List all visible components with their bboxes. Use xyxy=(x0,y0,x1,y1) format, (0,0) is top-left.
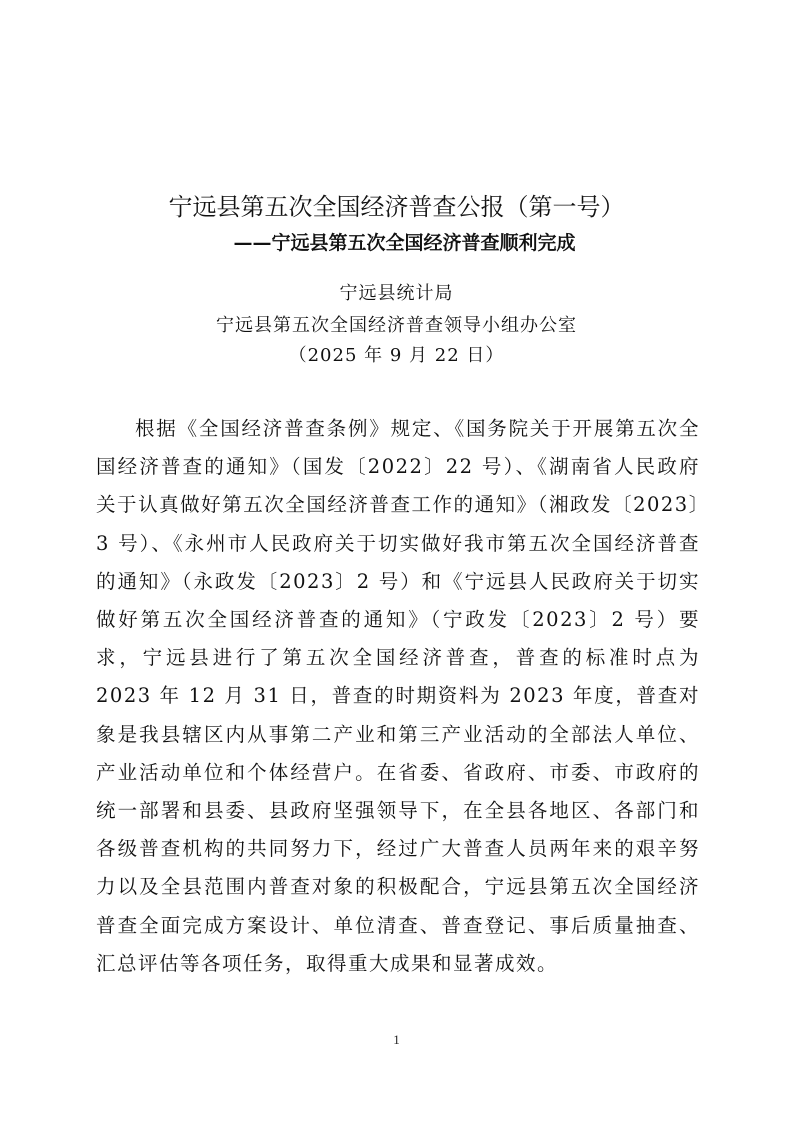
body-paragraph: 根据《全国经济普查条例》规定、《国务院关于开展第五次全国经济普查的通知》（国发〔2022〕22 号）、《湖南省人民政府关于认真做好第五次全国经济普查工作的通知》（湘政发〔2023〕3 号）、《永州市人民政府关于切实做好我市第五次全国经济普查的通知》（永政发〔2023〕2 号）和《宁远县人民政府关于切实做好第五次全国经济普查的通知》（宁政发〔2023〕2 号）要求，宁远县进行了第五次全国经济普查，普查的标准时点为 2023 年 12 月 31 日，普查的时期资料为 2023 年度，普查对象是我县辖区内从事第二产业和第三产业活动的全部法人单位、产业活动单位和个体经营户。在省委、省政府、市委、市政府的统一部署和县委、县政府坚强领导下，在全县各地区、各部门和各级普查机构的共同努力下，经过广大普查人员两年来的艰辛努力以及全县范围内普查对象的积极配合，宁远县第五次全国经济普查全面完成方案设计、单位清查、普查登记、事后质量抽查、汇总评估等各项任务，取得重大成果和显著成效。 xyxy=(96,417,700,975)
publish-date: （2025 年 9 月 22 日） xyxy=(288,345,505,366)
document-subtitle: ——宁远县第五次全国经济普查顺利完成 xyxy=(233,232,576,254)
document-title: 宁远县第五次全国经济普查公报（第一号） xyxy=(168,193,625,221)
issuer-statistics-bureau: 宁远县统计局 xyxy=(339,283,454,304)
page-number: 1 xyxy=(393,1032,400,1047)
issuer-census-office: 宁远县第五次全国经济普查领导小组办公室 xyxy=(216,315,577,336)
